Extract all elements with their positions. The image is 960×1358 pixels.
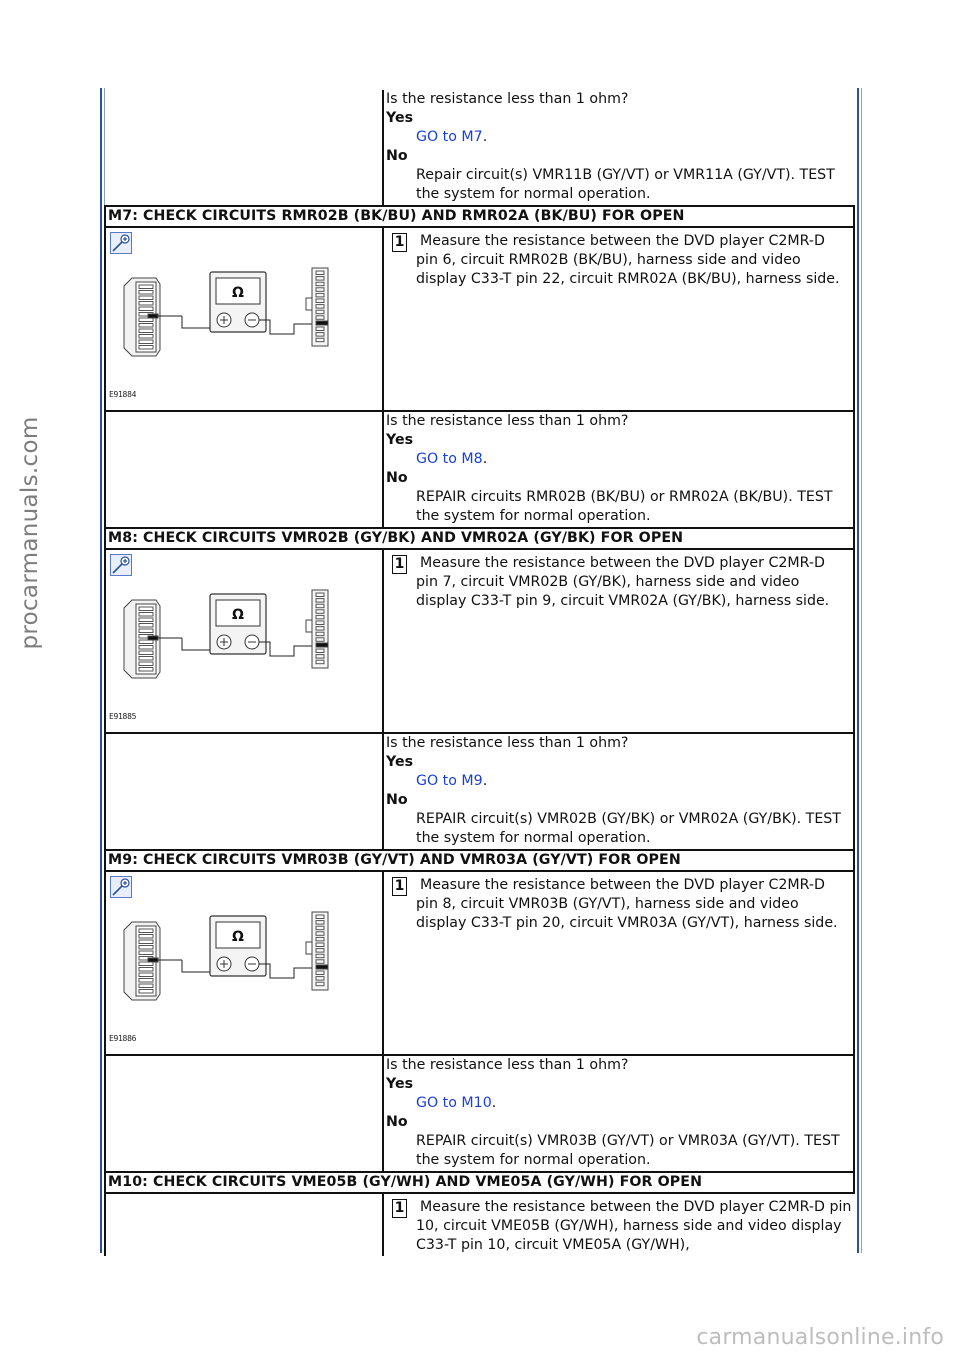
figure-cell [105,871,383,1055]
yes-action: GO to M9. [416,773,488,789]
step-cell [383,871,854,1055]
zoom-icon[interactable] [110,876,132,898]
step-row [105,549,854,733]
step [386,550,853,611]
yes-action: GO to M8. [416,451,488,467]
wiring-diagram [120,902,340,1022]
result-row-intro [105,90,854,206]
section-header [105,528,854,549]
step-number: 1 [392,877,407,896]
section-header-row [105,528,854,549]
no-label: No [386,148,408,164]
goto-link[interactable]: GO to M8 [416,451,483,467]
procedure-table [104,90,855,1256]
figure-cell [105,227,383,411]
empty-cell [105,411,383,528]
step-number: 1 [392,233,407,252]
empty-cell [105,1055,383,1172]
section-header-row [105,206,854,227]
right-margin-rule [857,88,859,1253]
question-text: Is the resistance less than 1 ohm? [386,735,629,751]
figure-id: E91884 [109,390,137,399]
step-text: Measure the resistance between the DVD player C2MR-D pin 8, circuit VMR03B (GY/VT), harness side and video display C33-T pin 20, circuit VMR03A (GY/VT), harness side. [416,877,838,931]
wiring-diagram [120,258,340,378]
svg-text:Ω: Ω [232,285,244,301]
question-text: Is the resistance less than 1 ohm? [386,91,629,107]
question-text: Is the resistance less than 1 ohm? [386,413,629,429]
yes-label: Yes [386,432,414,448]
footer-watermark: carmanualsonline.info [696,1325,944,1350]
result-row [105,1055,854,1172]
section-header-row [105,1172,854,1193]
no-label: No [386,470,408,486]
step-cell [383,549,854,733]
svg-text:Ω: Ω [232,929,244,945]
step-number: 1 [392,555,407,574]
figure-id: E91886 [109,1034,137,1043]
left-margin-rule [100,88,102,1253]
goto-link[interactable]: GO to M10 [416,1095,492,1111]
no-label: No [386,1114,408,1130]
no-label: No [386,792,408,808]
goto-link[interactable]: GO to M9 [416,773,483,789]
dvd-connector [124,600,160,678]
step-text: Measure the resistance between the DVD player C2MR-D pin 6, circuit RMR02B (BK/BU), harness side and video display C33-T pin 22, circuit RMR02A (BK/BU), harness side. [416,233,840,287]
zoom-icon[interactable] [110,554,132,576]
yes-label: Yes [386,110,414,126]
yes-action: GO to M10. [416,1095,497,1111]
yes-label: Yes [386,754,414,770]
dvd-connector [124,922,160,1000]
procedure-content [104,90,855,1256]
step-row [105,871,854,1055]
section-header [105,1172,854,1193]
step [386,872,853,933]
figure-id: E91885 [109,712,137,721]
step-row [105,1193,854,1256]
question-text: Is the resistance less than 1 ohm? [386,1057,629,1073]
result-cell [383,733,854,850]
result-cell [383,411,854,528]
right-margin-rule-inner [861,88,862,1253]
section-title: M7: CHECK CIRCUITS RMR02B (BK/BU) AND RMR02A (BK/BU) FOR OPEN [108,208,685,224]
figure-cell [105,549,383,733]
zoom-icon[interactable] [110,232,132,254]
no-action: Repair circuit(s) VMR11B (GY/VT) or VMR11A (GY/VT). TEST the system for normal operation. [416,167,835,202]
section-header [105,206,854,227]
ohmmeter-icon [210,594,266,654]
no-action: REPAIR circuits RMR02B (BK/BU) or RMR02A (BK/BU). TEST the system for normal operation. [416,489,833,524]
result-row [105,733,854,850]
step-cell [383,227,854,411]
section-title: M9: CHECK CIRCUITS VMR03B (GY/VT) AND VMR03A (GY/VT) FOR OPEN [108,852,681,868]
yes-action: GO to M7. [416,129,488,145]
dvd-connector [124,278,160,356]
no-action: REPAIR circuit(s) VMR02B (GY/BK) or VMR02A (GY/BK). TEST the system for normal operation. [416,811,841,846]
step-text: Measure the resistance between the DVD player C2MR-D pin 7, circuit VMR02B (GY/BK), harness side and video display C33-T pin 9, circuit VMR02A (GY/BK), harness side. [416,555,830,609]
section-title: M10: CHECK CIRCUITS VME05B (GY/WH) AND VME05A (GY/WH) FOR OPEN [108,1174,703,1190]
empty-cell [105,733,383,850]
empty-cell [105,90,383,206]
result-cell [383,90,854,206]
section-title: M8: CHECK CIRCUITS VMR02B (GY/BK) AND VMR02A (GY/BK) FOR OPEN [108,530,684,546]
no-action: REPAIR circuit(s) VMR03B (GY/VT) or VMR03A (GY/VT). TEST the system for normal operation. [416,1133,840,1168]
side-watermark: procarmanuals.com [17,416,43,650]
step [386,228,853,289]
step-row [105,227,854,411]
ohmmeter-icon [210,916,266,976]
goto-link[interactable]: GO to M7 [416,129,483,145]
svg-text:Ω: Ω [232,607,244,623]
yes-label: Yes [386,1076,414,1092]
display-connector [306,590,328,668]
figure-cell [105,1193,383,1256]
ohmmeter-icon [210,272,266,332]
step-cell [383,1193,854,1256]
display-connector [306,912,328,990]
result-row [105,411,854,528]
display-connector [306,268,328,346]
result-cell [383,1055,854,1172]
wiring-diagram [120,580,340,700]
step-text: Measure the resistance between the DVD player C2MR-D pin 10, circuit VME05B (GY/WH), harness side and video display C33-T pin 10, circuit VME05A (GY/WH), [416,1199,852,1253]
step [386,1194,854,1255]
step-number: 1 [392,1199,407,1218]
section-header-row [105,850,854,871]
section-header [105,850,854,871]
